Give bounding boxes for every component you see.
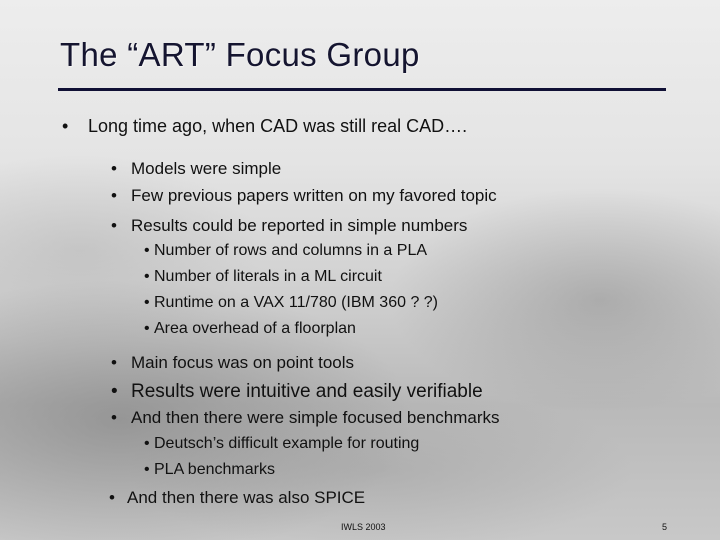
bullet-marker: • — [111, 381, 118, 402]
page-number: 5 — [662, 522, 668, 532]
bullet-marker: • — [111, 159, 117, 178]
slide-title: The “ART” Focus Group — [60, 36, 420, 73]
bullet-marker: • — [144, 435, 150, 452]
bullet-marker: • — [144, 294, 150, 311]
sub-list-item-text: Number of rows and columns in a PLA — [154, 242, 428, 259]
title-underline — [58, 88, 666, 91]
list-item-text: And then there were simple focused benchmarks — [131, 408, 500, 427]
list-item-text: Main focus was on point tools — [131, 353, 355, 372]
bullet-marker: • — [144, 242, 150, 259]
bullet-marker: • — [111, 186, 117, 205]
bullet-marker: • — [144, 461, 150, 478]
bullet-marker: • — [111, 353, 117, 372]
bullet-marker: • — [109, 488, 115, 507]
sub-list-item-text: Number of literals in a ML circuit — [154, 268, 382, 285]
bullet-marker: • — [111, 408, 117, 427]
sub-list-item-text: Runtime on a VAX 11/780 (IBM 360 ? ?) — [154, 294, 439, 311]
list-item-text: Results could be reported in simple numbers — [131, 216, 468, 235]
slide-footer: IWLS 2003 — [341, 522, 386, 532]
list-item-text: Few previous papers written on my favored topic — [131, 186, 497, 205]
bullet-marker: • — [144, 268, 150, 285]
bullet-marker: • — [62, 116, 69, 136]
sub-list-item-text: PLA benchmarks — [154, 461, 275, 478]
bullet-marker: • — [111, 216, 117, 235]
main-bullet-text: Long time ago, when CAD was still real CAD…. — [88, 116, 468, 136]
sub-list-item-text: Deutsch’s difficult example for routing — [154, 435, 420, 452]
sub-list-item-text: Area overhead of a floorplan — [154, 320, 356, 337]
list-item-text: And then there was also SPICE — [127, 488, 366, 507]
list-item-text: Results were intuitive and easily verifiable — [131, 381, 483, 402]
list-item-text: Models were simple — [131, 159, 282, 178]
bullet-marker: • — [144, 320, 150, 337]
